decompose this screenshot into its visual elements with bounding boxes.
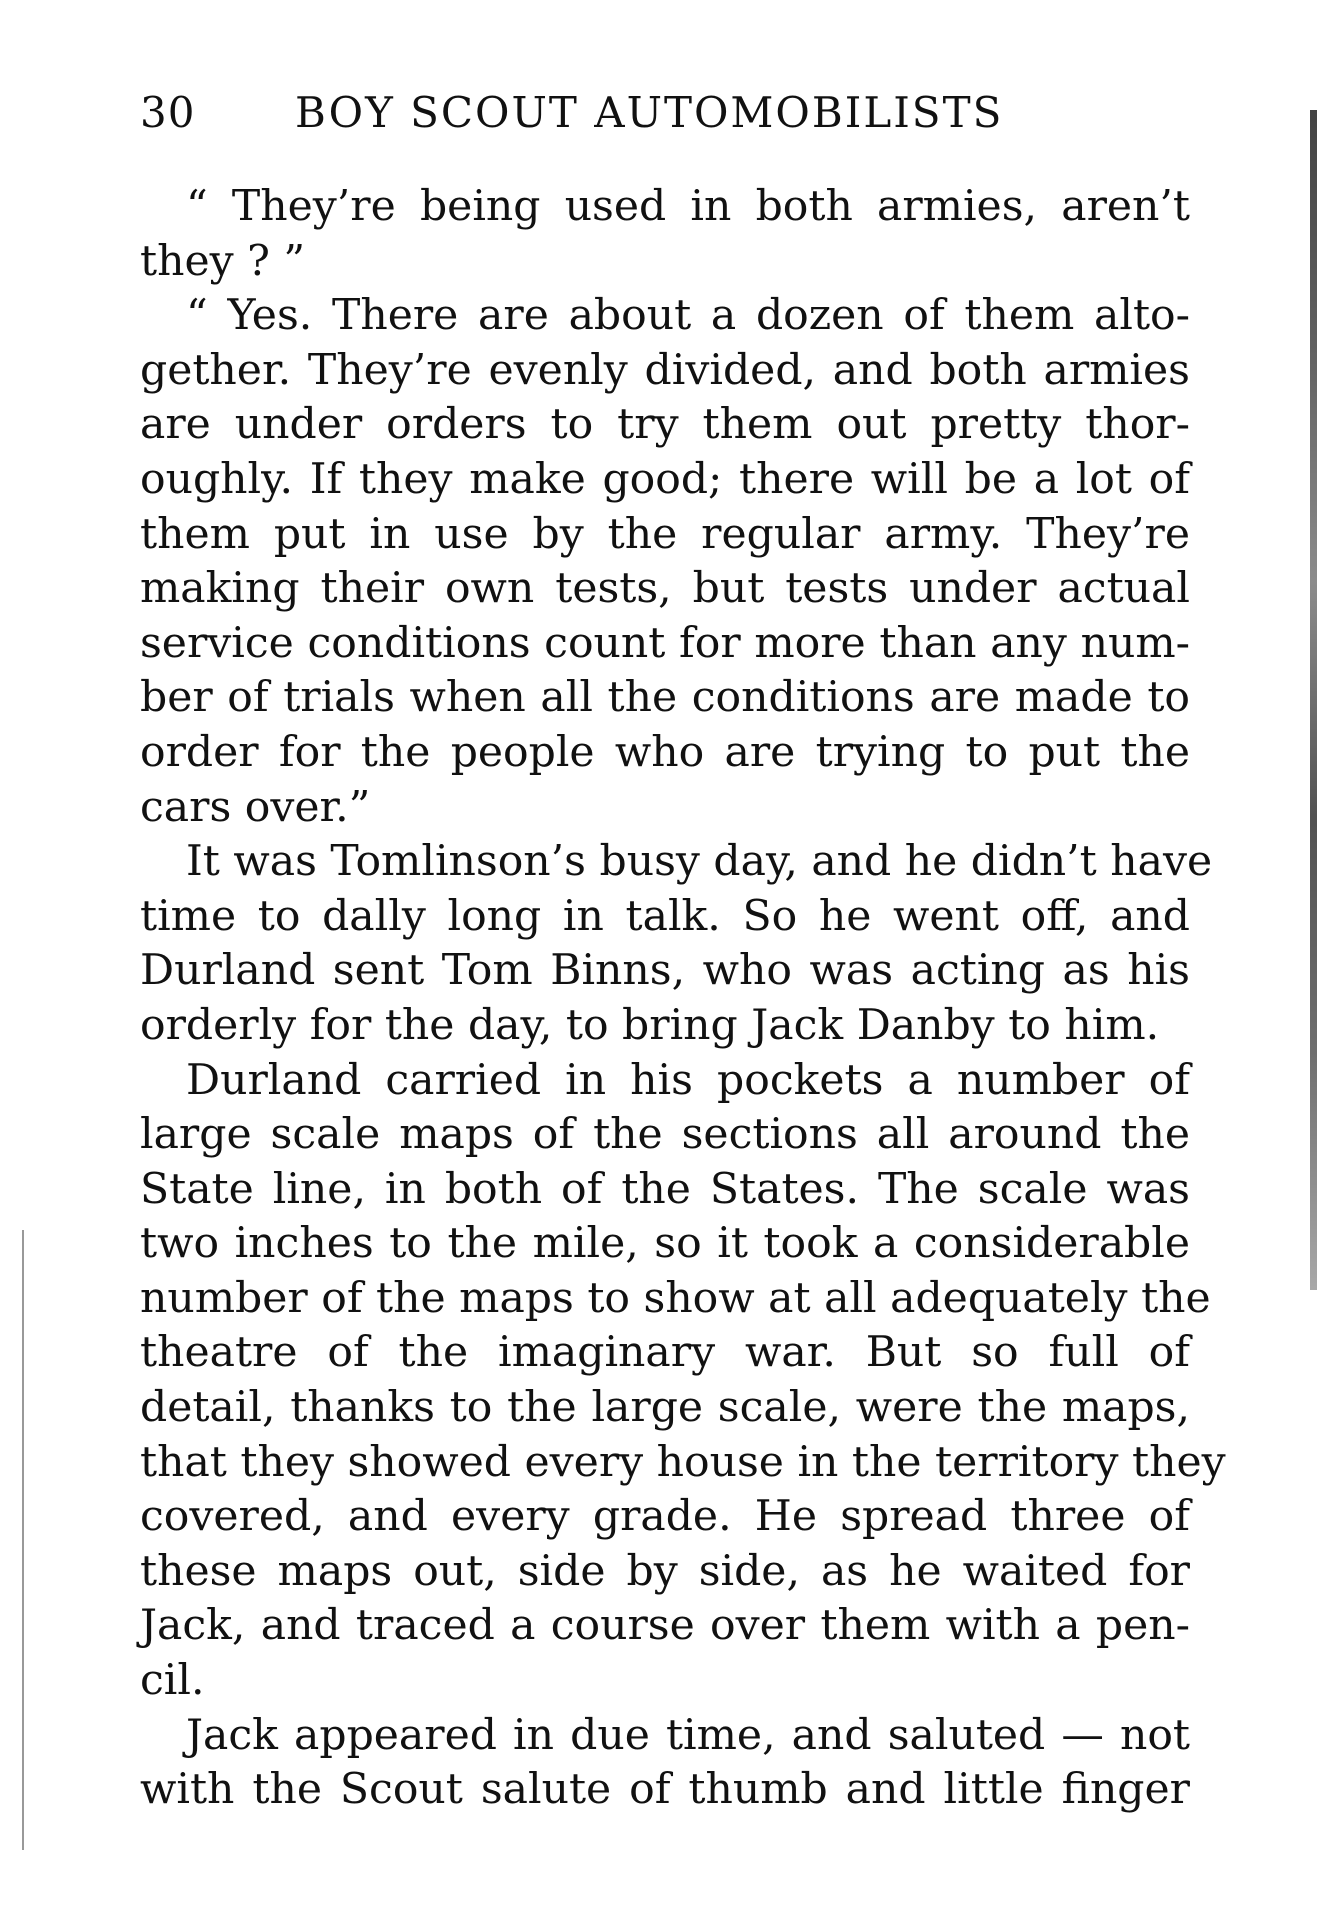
text-line: are under orders to try them out pretty thor- bbox=[140, 400, 1190, 450]
text-line: cil. bbox=[140, 1656, 205, 1706]
text-line: covered, and every grade. He spread three of bbox=[140, 1492, 1190, 1542]
text-line: orderly for the day, to bring Jack Danby to him. bbox=[140, 1000, 1160, 1050]
text-line: “ They’re being used in both armies, aren’t bbox=[186, 182, 1190, 231]
text-line: order for the people who are trying to put the bbox=[140, 727, 1190, 777]
text-line: them put in use by the regular army. They’re bbox=[140, 509, 1190, 559]
text-line: Durland sent Tom Binns, who was acting as his bbox=[140, 946, 1190, 996]
text-line: making their own tests, but tests under actual bbox=[140, 564, 1190, 614]
scan-margin-line bbox=[22, 1230, 24, 1850]
text-line: Jack, and traced a course over them with a pen- bbox=[140, 1601, 1190, 1651]
text-line: theatre of the imaginary war. But so full of bbox=[140, 1328, 1190, 1378]
body-text bbox=[140, 180, 1226, 1818]
text-line: two inches to the mile, so it took a considerable bbox=[140, 1219, 1190, 1269]
text-line: ber of trials when all the conditions are made to bbox=[140, 673, 1190, 723]
text-line: that they showed every house in the territory they bbox=[140, 1437, 1226, 1487]
text-line: oughly. If they make good; there will be a lot of bbox=[140, 454, 1190, 504]
text-line: service conditions count for more than any num- bbox=[140, 618, 1190, 668]
text-line: time to dally long in talk. So he went off, and bbox=[140, 891, 1190, 941]
text-line: they ? ” bbox=[140, 236, 306, 286]
text-line: these maps out, side by side, as he waited for bbox=[140, 1546, 1190, 1596]
text-line: It was Tomlinson’s busy day, and he didn’t have bbox=[186, 837, 1213, 887]
text-line: Durland carried in his pockets a number of bbox=[186, 1055, 1190, 1105]
text-line: State line, in both of the States. The scale was bbox=[140, 1164, 1190, 1214]
text-line: “ Yes. There are about a dozen of them alto- bbox=[186, 291, 1190, 341]
page-number: 30 bbox=[140, 88, 196, 137]
text-line: Jack appeared in due time, and saluted — not bbox=[186, 1710, 1190, 1760]
text-line: cars over.” bbox=[140, 782, 371, 832]
text-line: number of the maps to show at all adequately the bbox=[140, 1273, 1211, 1323]
scan-edge-shadow bbox=[1310, 110, 1317, 1290]
running-title: BOY SCOUT AUTOMOBILISTS bbox=[295, 88, 1004, 137]
text-line: detail, thanks to the large scale, were the maps, bbox=[140, 1383, 1190, 1433]
text-line: large scale maps of the sections all around the bbox=[140, 1110, 1190, 1160]
text-line: with the Scout salute of thumb and little finger bbox=[140, 1765, 1190, 1815]
text-line: gether. They’re evenly divided, and both armies bbox=[140, 345, 1190, 395]
running-header bbox=[140, 88, 1040, 144]
